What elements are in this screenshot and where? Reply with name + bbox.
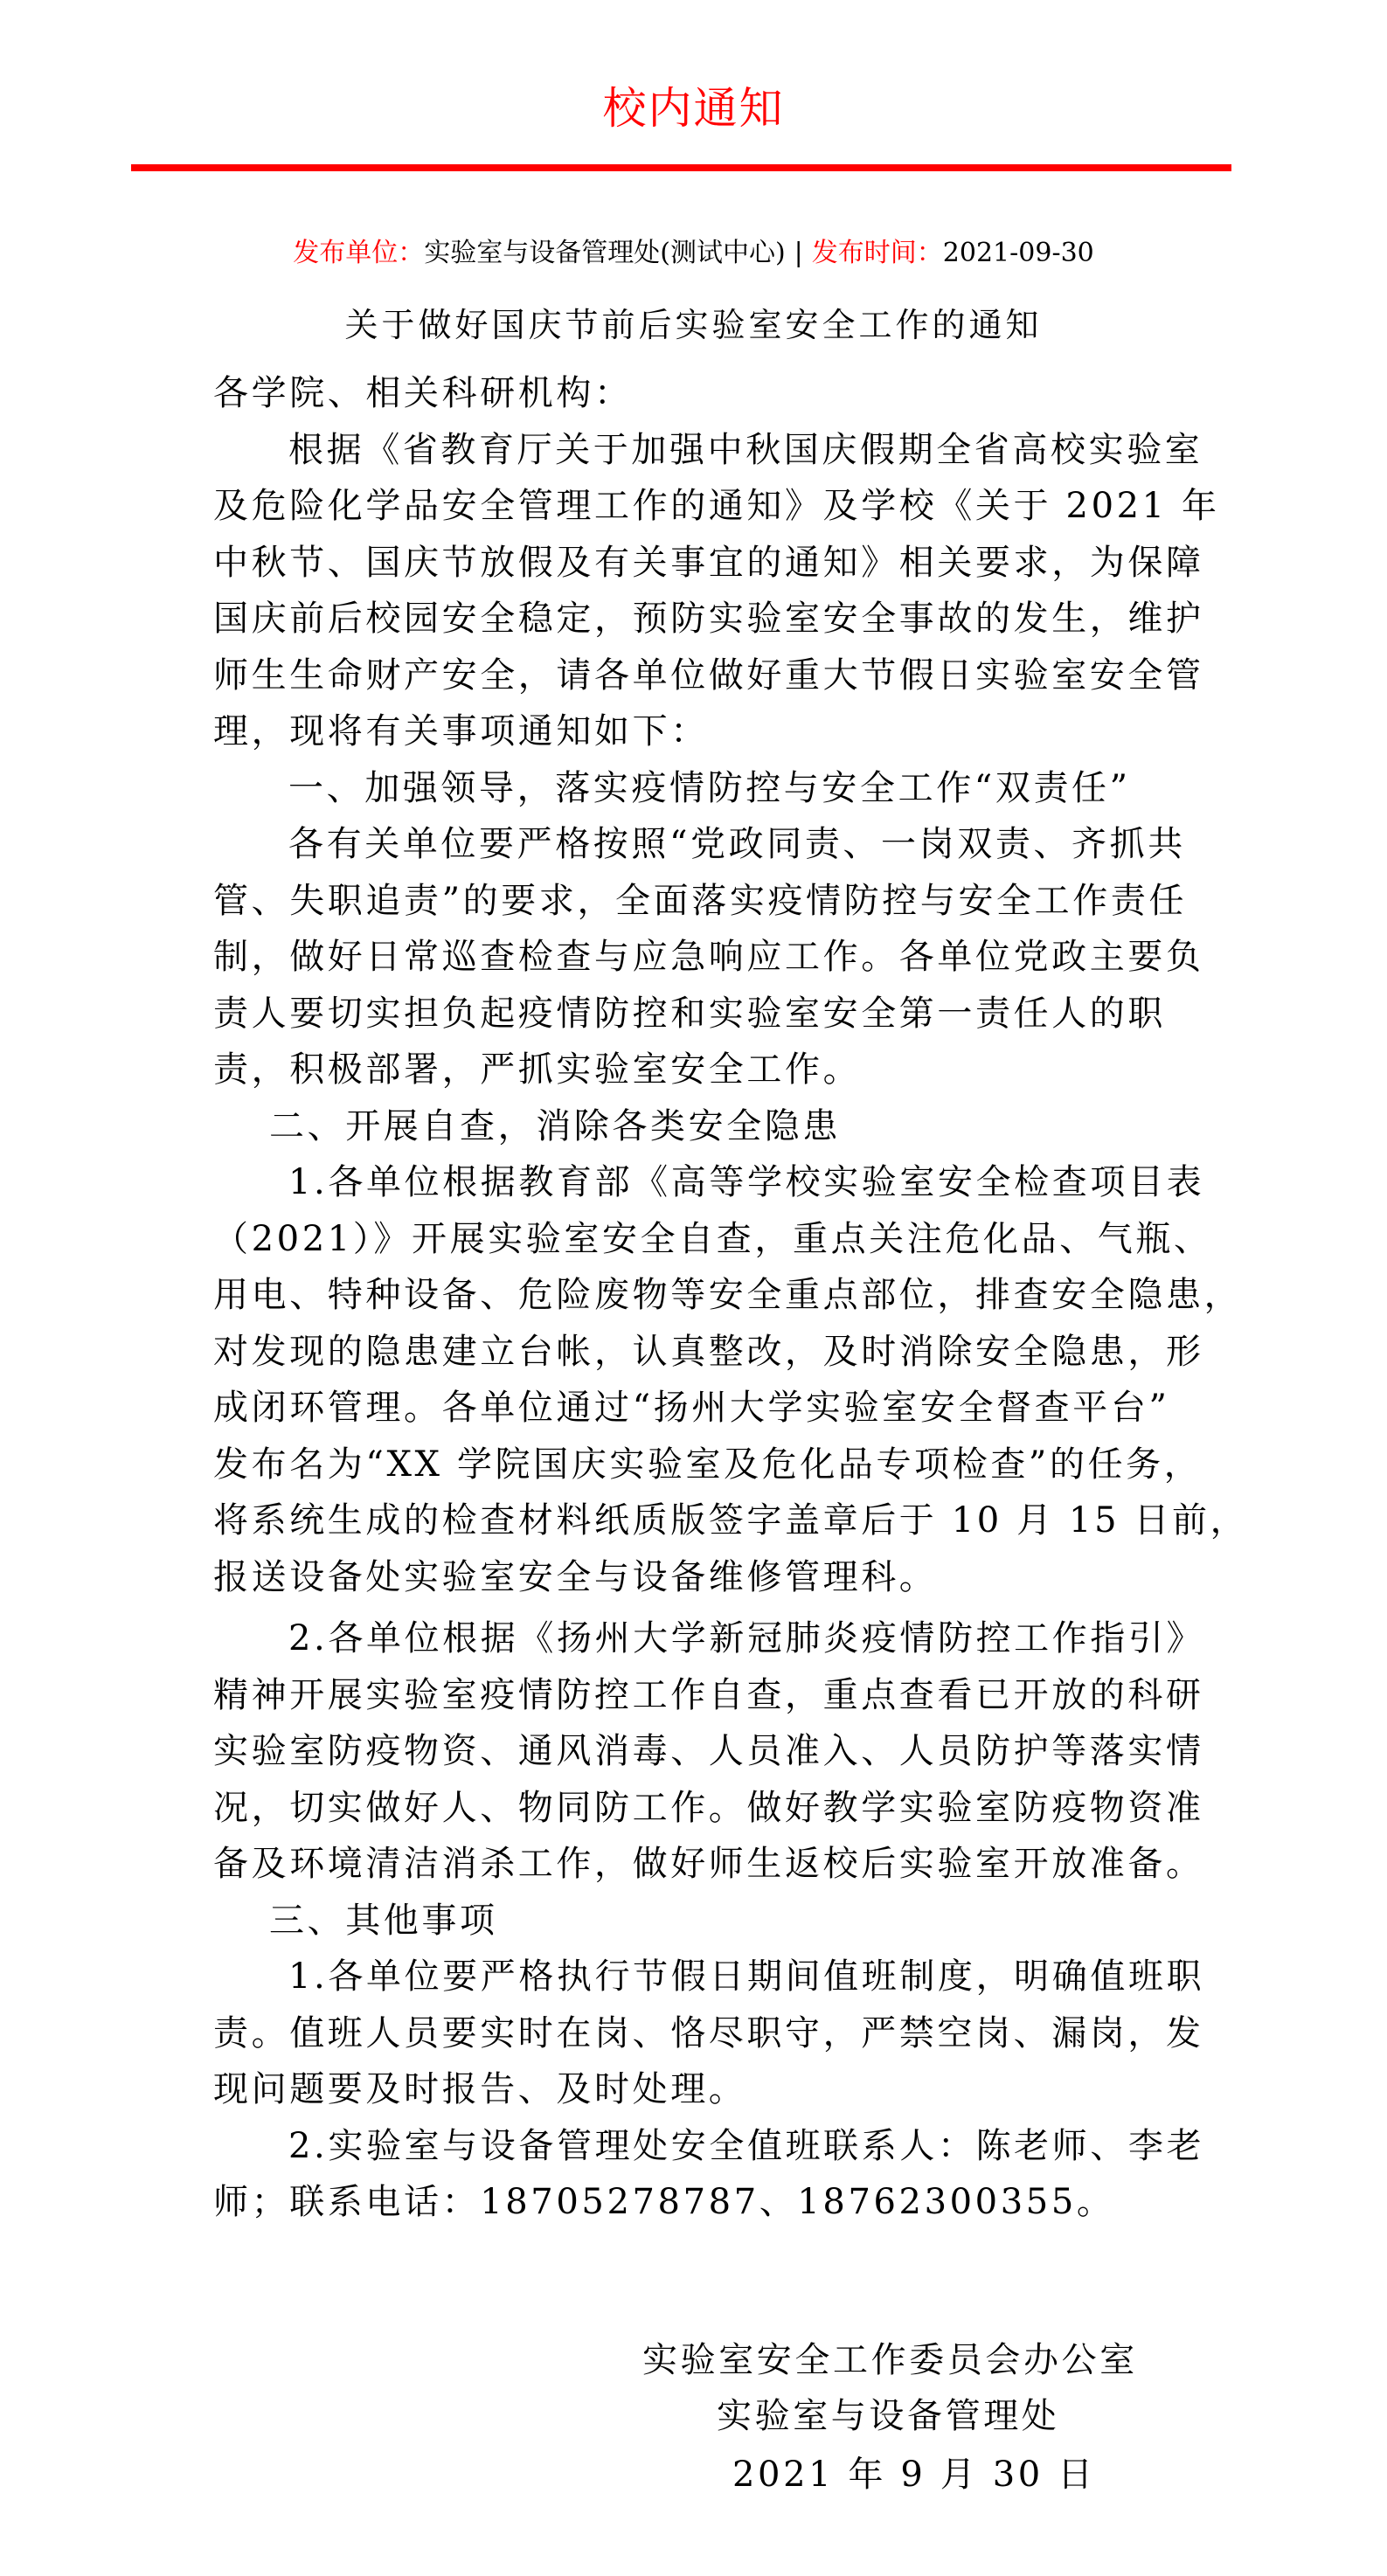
paragraph-line: 师生生命财产安全，请各单位做好重大节假日实验室安全管 [213, 654, 1204, 696]
paragraph-line: 1.各单位根据教育部《高等学校实验室安全检查项目表 [288, 1162, 1205, 1202]
paragraph-line: 发布名为“XX 学院国庆实验室及危化品专项检查”的任务， [213, 1444, 1203, 1485]
publish-date-label: 发布时间： [811, 238, 943, 268]
salutation: 各学院、相关科研机构： [213, 373, 633, 413]
paragraph-line: 及危险化学品安全管理工作的通知》及学校《关于 2021 年 [213, 486, 1220, 526]
paragraph-line: 成闭环管理。各单位通过“扬州大学实验室安全督查平台” [213, 1388, 1170, 1428]
paragraph-line: 责，积极部署，严抓实验室安全工作。 [213, 1049, 862, 1090]
paragraph-line: 现问题要及时报告、及时处理。 [213, 2069, 747, 2109]
section-heading-1: 一、加强领导，落实疫情防控与安全工作“双责任” [288, 767, 1131, 808]
section-heading-2: 二、开展自查，消除各类安全隐患 [269, 1105, 841, 1146]
paragraph-line: 用电、特种设备、危险废物等安全重点部位，排查安全隐患， [213, 1275, 1243, 1315]
paragraph-line: 备及环境清洁消杀工作，做好师生返校后实验室开放准备。 [213, 1844, 1204, 1884]
document-title: 校内通知 [602, 83, 785, 134]
paragraph-line: （2021）》开展实验室安全自查，重点关注危化品、气瓶、 [213, 1218, 1212, 1259]
paragraph-line: 精神开展实验室疫情防控工作自查，重点查看已开放的科研 [213, 1674, 1204, 1715]
signature-org-1: 实验室安全工作委员会办公室 [642, 2340, 1138, 2380]
paragraph-line: 责。值班人员要实时在岗、恪尽职守，严禁空岗、漏岗，发 [213, 2012, 1204, 2053]
paragraph-line: 责人要切实担负起疫情防控和实验室安全第一责任人的职 [213, 993, 1166, 1034]
paragraph-line: 2.各单位根据《扬州大学新冠肺炎疫情防控工作指引》 [288, 1618, 1205, 1658]
signature-org-2: 实验室与设备管理处 [717, 2396, 1060, 2436]
signature-date: 2021 年 9 月 30 日 [732, 2455, 1096, 2495]
paragraph-line: 国庆前后校园安全稳定，预防实验室安全事故的发生，维护 [213, 599, 1204, 639]
section-heading-3: 三、其他事项 [269, 1900, 498, 1941]
paragraph-line: 制，做好日常巡查检查与应急响应工作。各单位党政主要负 [213, 937, 1204, 977]
paragraph-line: 实验室防疫物资、通风消毒、人员准入、人员防护等落实情 [213, 1731, 1204, 1771]
red-divider [131, 164, 1231, 171]
paragraph-line: 管、失职追责”的要求，全面落实疫情防控与安全工作责任 [213, 880, 1188, 921]
paragraph-line: 理，现将有关事项通知如下： [213, 711, 709, 751]
paragraph-line: 将系统生成的检查材料纸质版签字盖章后于 10 月 15 日前， [213, 1500, 1249, 1541]
meta-separator: | [794, 238, 803, 268]
paragraph-line: 中秋节、国庆节放假及有关事宜的通知》相关要求，为保障 [213, 542, 1204, 583]
paragraph-line: 2.实验室与设备管理处安全值班联系人：陈老师、李老 [288, 2125, 1205, 2166]
paragraph-line: 报送设备处实验室安全与设备维修管理科。 [213, 1556, 938, 1597]
paragraph-line: 对发现的隐患建立台帐，认真整改，及时消除安全隐患，形 [213, 1331, 1204, 1372]
paragraph-line: 况，切实做好人、物同防工作。做好教学实验室防疫物资准 [213, 1787, 1204, 1828]
notice-body [213, 365, 1249, 2231]
paragraph-line: 师；联系电话：18705278787、18762300355。 [213, 2182, 1115, 2222]
paragraph-line: 根据《省教育厅关于加强中秋国庆假期全省高校实验室 [288, 429, 1203, 470]
publisher-label: 发布单位： [293, 238, 425, 268]
paragraph-line: 1.各单位要严格执行节假日期间值班制度，明确值班职 [288, 1956, 1205, 1997]
publish-meta [0, 234, 1387, 273]
publisher-value: 实验室与设备管理处(测试中心) [424, 238, 786, 268]
paragraph-line: 各有关单位要严格按照“党政同责、一岗双责、齐抓共 [288, 824, 1186, 864]
notice-heading: 关于做好国庆节前后实验室安全工作的通知 [344, 306, 1043, 344]
publish-date-value: 2021-09-30 [942, 238, 1094, 268]
